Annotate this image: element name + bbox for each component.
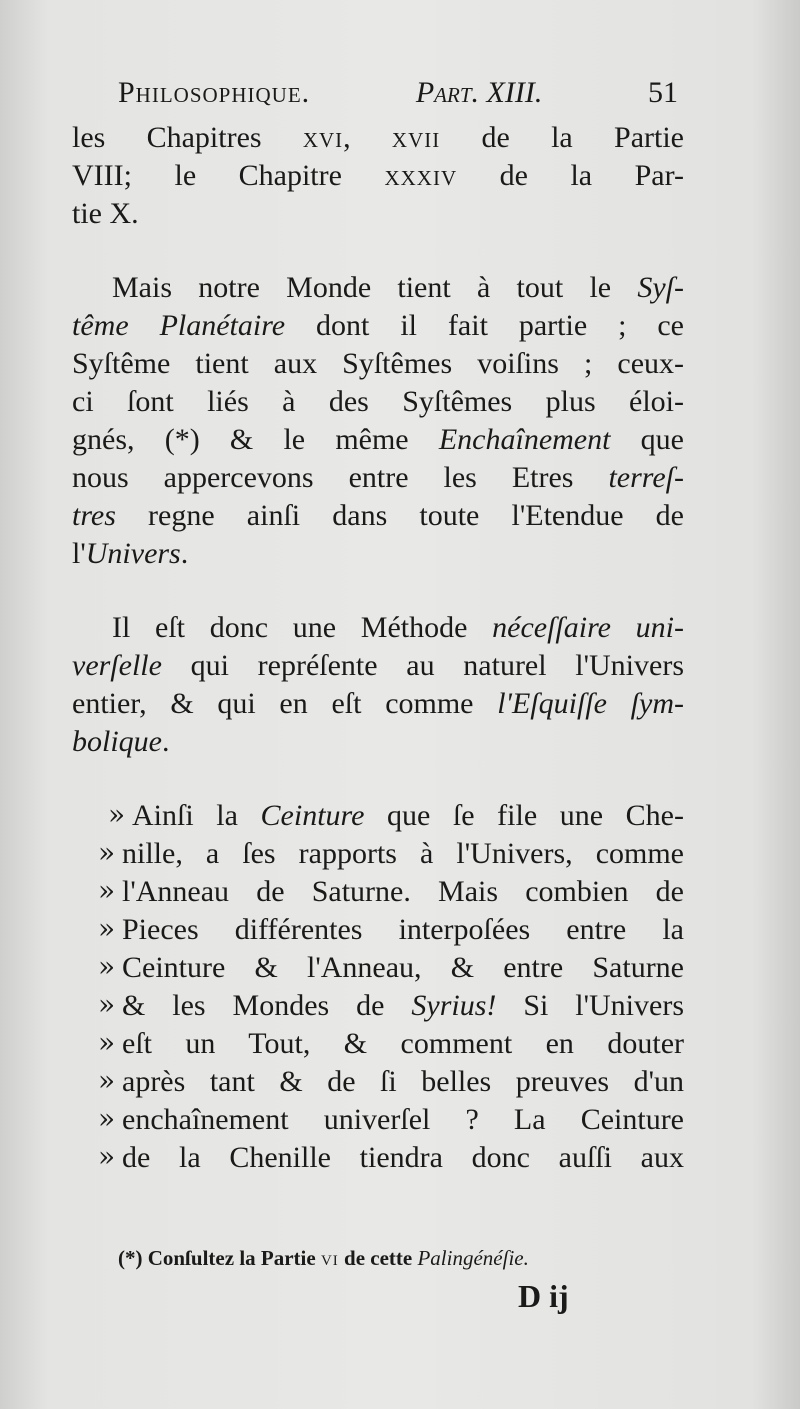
text-line: Mais notre Monde tient à tout le Syſ-: [112, 271, 684, 304]
text-line: les Chapitres xvi, xvii de la Partie: [72, 121, 684, 154]
text-line: gnés, (*) & le même Enchaînement que: [72, 423, 684, 456]
text-line: bolique.: [72, 725, 170, 758]
quote-mark: »: [108, 798, 126, 831]
text-line: tres regne ainſi dans toute l'Etendue de: [72, 499, 684, 532]
quote-mark: »: [98, 1026, 116, 1059]
quote-line: Ceinture & l'Anneau, & entre Saturne: [122, 951, 684, 984]
signature-mark: D ij: [518, 1278, 569, 1314]
quote-line: & les Mondes de Syrius! Si l'Univers: [122, 989, 685, 1022]
text-line: tie X.: [72, 197, 139, 230]
quote-line: Ainſi la Ceinture que ſe file une Che-: [132, 799, 684, 832]
text-line: l'Univers.: [72, 537, 189, 570]
text-line: nous appercevons entre les Etres terreſ-: [72, 461, 684, 494]
text-line: entier, & qui en eſt comme l'Eſquiſſe ſym-: [72, 687, 684, 720]
quote-mark: »: [98, 988, 116, 1021]
text-line: ci ſont liés à des Syſtêmes plus éloi-: [72, 385, 684, 418]
quote-mark: »: [98, 836, 116, 869]
header-title: Philosophique.: [118, 76, 311, 109]
quote-line: eſt un Tout, & comment en douter: [122, 1027, 684, 1060]
text-line: verſelle qui repréſente au naturel l'Univers: [72, 649, 684, 682]
quote-line: de la Chenille tiendra donc auſſi aux: [122, 1141, 684, 1174]
quote-line: enchaînement univerſel ? La Ceinture: [122, 1103, 684, 1136]
text-line: VIII; le Chapitre xxxiv de la Par-: [72, 159, 684, 192]
page-number: 51: [648, 76, 678, 109]
text-line: Il eſt donc une Méthode néceſſaire uni-: [112, 611, 684, 644]
running-header: [118, 76, 678, 110]
quote-mark: »: [98, 1102, 116, 1135]
quote-mark: »: [98, 874, 116, 907]
quote-mark: »: [98, 912, 116, 945]
quote-mark: »: [98, 1140, 116, 1173]
quote-line: l'Anneau de Saturne. Mais combien de: [122, 875, 684, 908]
text-line: Syſtême tient aux Syſtêmes voiſins ; ceux-: [72, 347, 684, 380]
quote-line: après tant & de ſi belles preuves d'un: [122, 1065, 684, 1098]
quote-mark: »: [98, 1064, 116, 1097]
quote-line: nille, a ſes rapports à l'Univers, comme: [122, 837, 684, 870]
quote-line: Pieces différentes interpoſées entre la: [122, 913, 684, 946]
quote-mark: »: [98, 950, 116, 983]
text-line: tême Planétaire dont il fait partie ; ce: [72, 309, 684, 342]
header-part: Part. XIII.: [415, 76, 543, 109]
footnote: (*) Conſultez la Partie vi de cette Palingénéſie.: [118, 1246, 529, 1270]
